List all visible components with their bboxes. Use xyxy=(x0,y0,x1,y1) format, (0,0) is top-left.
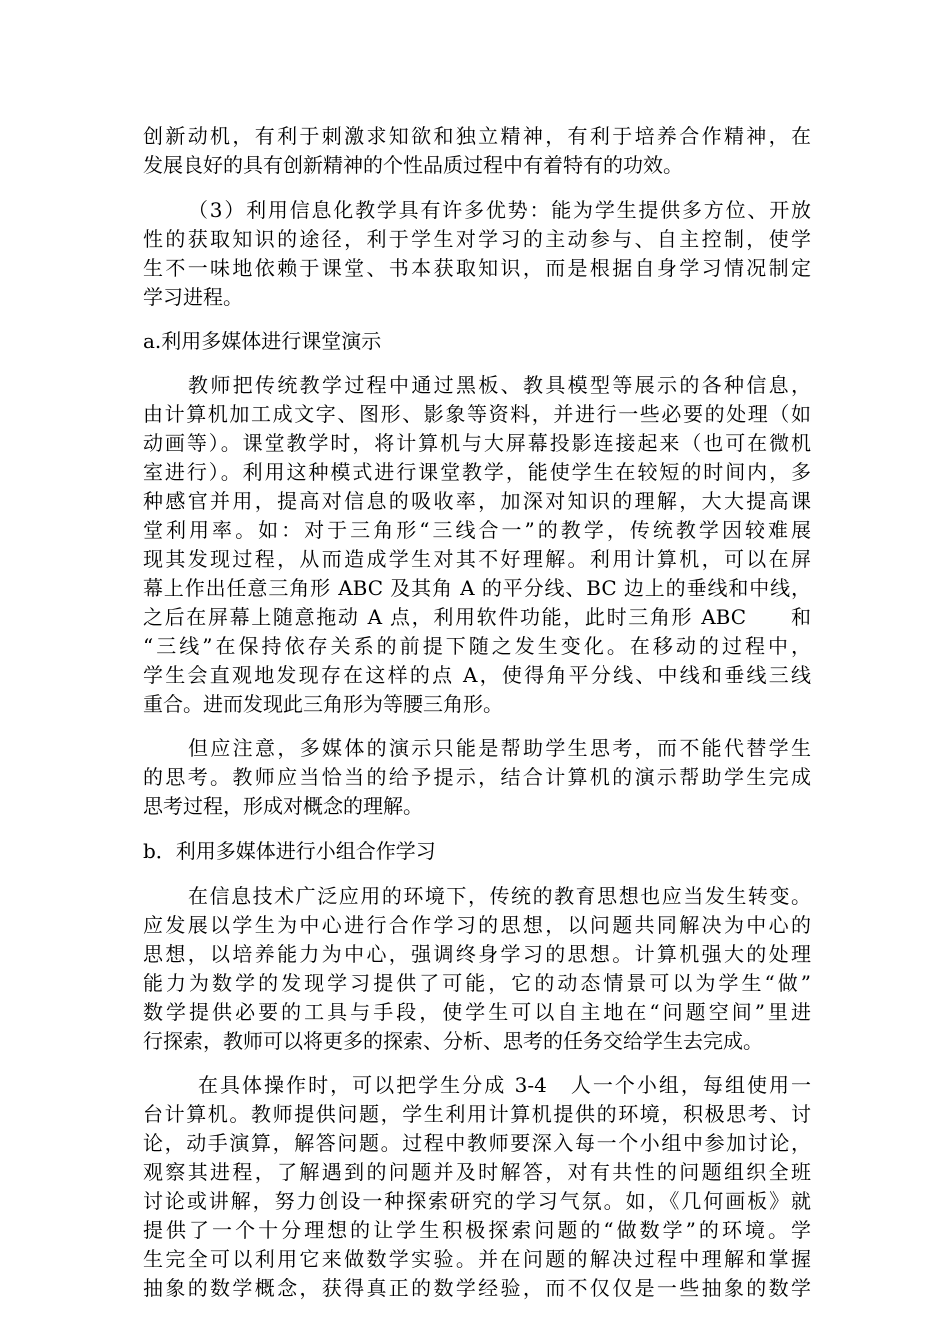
paragraph-7-line-5: 提供了一个十分理想的让学生积极探索问题的“做数学”的环境。学 xyxy=(143,1218,811,1242)
paragraph-4-line-0: 但应注意，多媒体的演示只能是帮助学生思考，而不能代替学生 xyxy=(188,736,811,760)
paragraph-4-line-1: 的思考。教师应当恰当的给予提示，结合计算机的演示帮助学生完成 xyxy=(143,765,811,789)
paragraph-7-line-2: 论，动手演算，解答问题。过程中教师要深入每一个小组中参加讨论， xyxy=(143,1131,811,1155)
paragraph-1-line-1: 性的获取知识的途径，利于学生对学习的主动参与、自主控制，使学 xyxy=(143,227,811,251)
paragraph-7-line-3: 观察其进程，了解遇到的问题并及时解答，对有共性的问题组织全班 xyxy=(143,1160,811,1184)
paragraph-7-line-0: 在具体操作时，可以把学生分成 3-4 人一个小组，每组使用一 xyxy=(198,1073,811,1097)
paragraph-3-line-1: 由计算机加工成文字、图形、影象等资料，并进行一些必要的处理（如 xyxy=(143,402,811,426)
paragraph-6-line-1: 应发展以学生为中心进行合作学习的思想，以问题共同解决为中心的 xyxy=(143,913,811,937)
paragraph-3-line-5: 堂利用率。如：对于三角形“三线合一”的教学，传统教学因较难展 xyxy=(143,518,811,542)
paragraph-4-line-2: 思考过程，形成对概念的理解。 xyxy=(143,794,423,818)
paragraph-3-line-3: 室进行）。利用这种模式进行课堂教学，能使学生在较短的时间内，多 xyxy=(143,460,811,484)
paragraph-6-line-3: 能力为数学的发现学习提供了可能，它的动态情景可以为学生“做” xyxy=(143,971,811,995)
paragraph-6-line-0: 在信息技术广泛应用的环境下，传统的教育思想也应当发生转变。 xyxy=(188,884,811,908)
paragraph-7-line-1: 台计算机。教师提供问题，学生利用计算机提供的环境，积极思考、讨 xyxy=(143,1102,811,1126)
paragraph-3-line-7: 幕上作出任意三角形 ABC 及其角 A 的平分线、BC 边上的垂线和中线， xyxy=(143,576,811,600)
paragraph-6-line-2: 思想，以培养能力为中心，强调终身学习的思想。计算机强大的处理 xyxy=(143,942,811,966)
paragraph-1-line-3: 学习进程。 xyxy=(143,285,243,309)
paragraph-6-line-4: 数学提供必要的工具与手段，使学生可以自主地在“问题空间”里进 xyxy=(143,1000,811,1024)
paragraph-3-line-2: 动画等）。课堂教学时，将计算机与大屏幕投影连接起来（也可在微机 xyxy=(143,431,811,455)
paragraph-3-line-8: 之后在屏幕上随意拖动 A 点，利用软件功能，此时三角形 ABC 和 xyxy=(143,605,811,629)
paragraph-0-line-1: 发展良好的具有创新精神的个性品质过程中有着特有的功效。 xyxy=(143,153,683,177)
paragraph-3-line-6: 现其发现过程，从而造成学生对其不好理解。利用计算机，可以在屏 xyxy=(143,547,811,571)
paragraph-1-line-0: （3）利用信息化教学具有许多优势：能为学生提供多方位、开放 xyxy=(188,198,811,222)
paragraph-0-line-0: 创新动机，有利于刺激求知欲和独立精神，有利于培养合作精神，在 xyxy=(143,124,811,148)
section-heading-b: b．利用多媒体进行小组合作学习 xyxy=(143,839,436,863)
paragraph-7-line-7: 抽象的数学概念，获得真正的数学经验，而不仅仅是一些抽象的数学 xyxy=(143,1276,811,1300)
paragraph-3-line-9: “三线”在保持依存关系的前提下随之发生变化。在移动的过程中， xyxy=(143,634,811,658)
paragraph-7-line-6: 生完全可以利用它来做数学实验。并在问题的解决过程中理解和掌握 xyxy=(143,1247,811,1271)
paragraph-7-line-4: 讨论或讲解，努力创设一种探索研究的学习气氛。如，《几何画板》就 xyxy=(143,1189,811,1213)
paragraph-1-line-2: 生不一味地依赖于课堂、书本获取知识，而是根据自身学习情况制定 xyxy=(143,256,811,280)
paragraph-3-line-4: 种感官并用，提高对信息的吸收率，加深对知识的理解，大大提高课 xyxy=(143,489,811,513)
section-heading-a: a.利用多媒体进行课堂演示 xyxy=(143,329,382,353)
paragraph-6-line-5: 行探索，教师可以将更多的探索、分析、思考的任务交给学生去完成。 xyxy=(143,1029,763,1053)
paragraph-3-line-0: 教师把传统教学过程中通过黑板、教具模型等展示的各种信息， xyxy=(188,373,811,397)
paragraph-3-line-10: 学生会直观地发现存在这样的点 A，使得角平分线、中线和垂线三线 xyxy=(143,663,811,687)
paragraph-3-line-11: 重合。进而发现此三角形为等腰三角形。 xyxy=(143,692,503,716)
